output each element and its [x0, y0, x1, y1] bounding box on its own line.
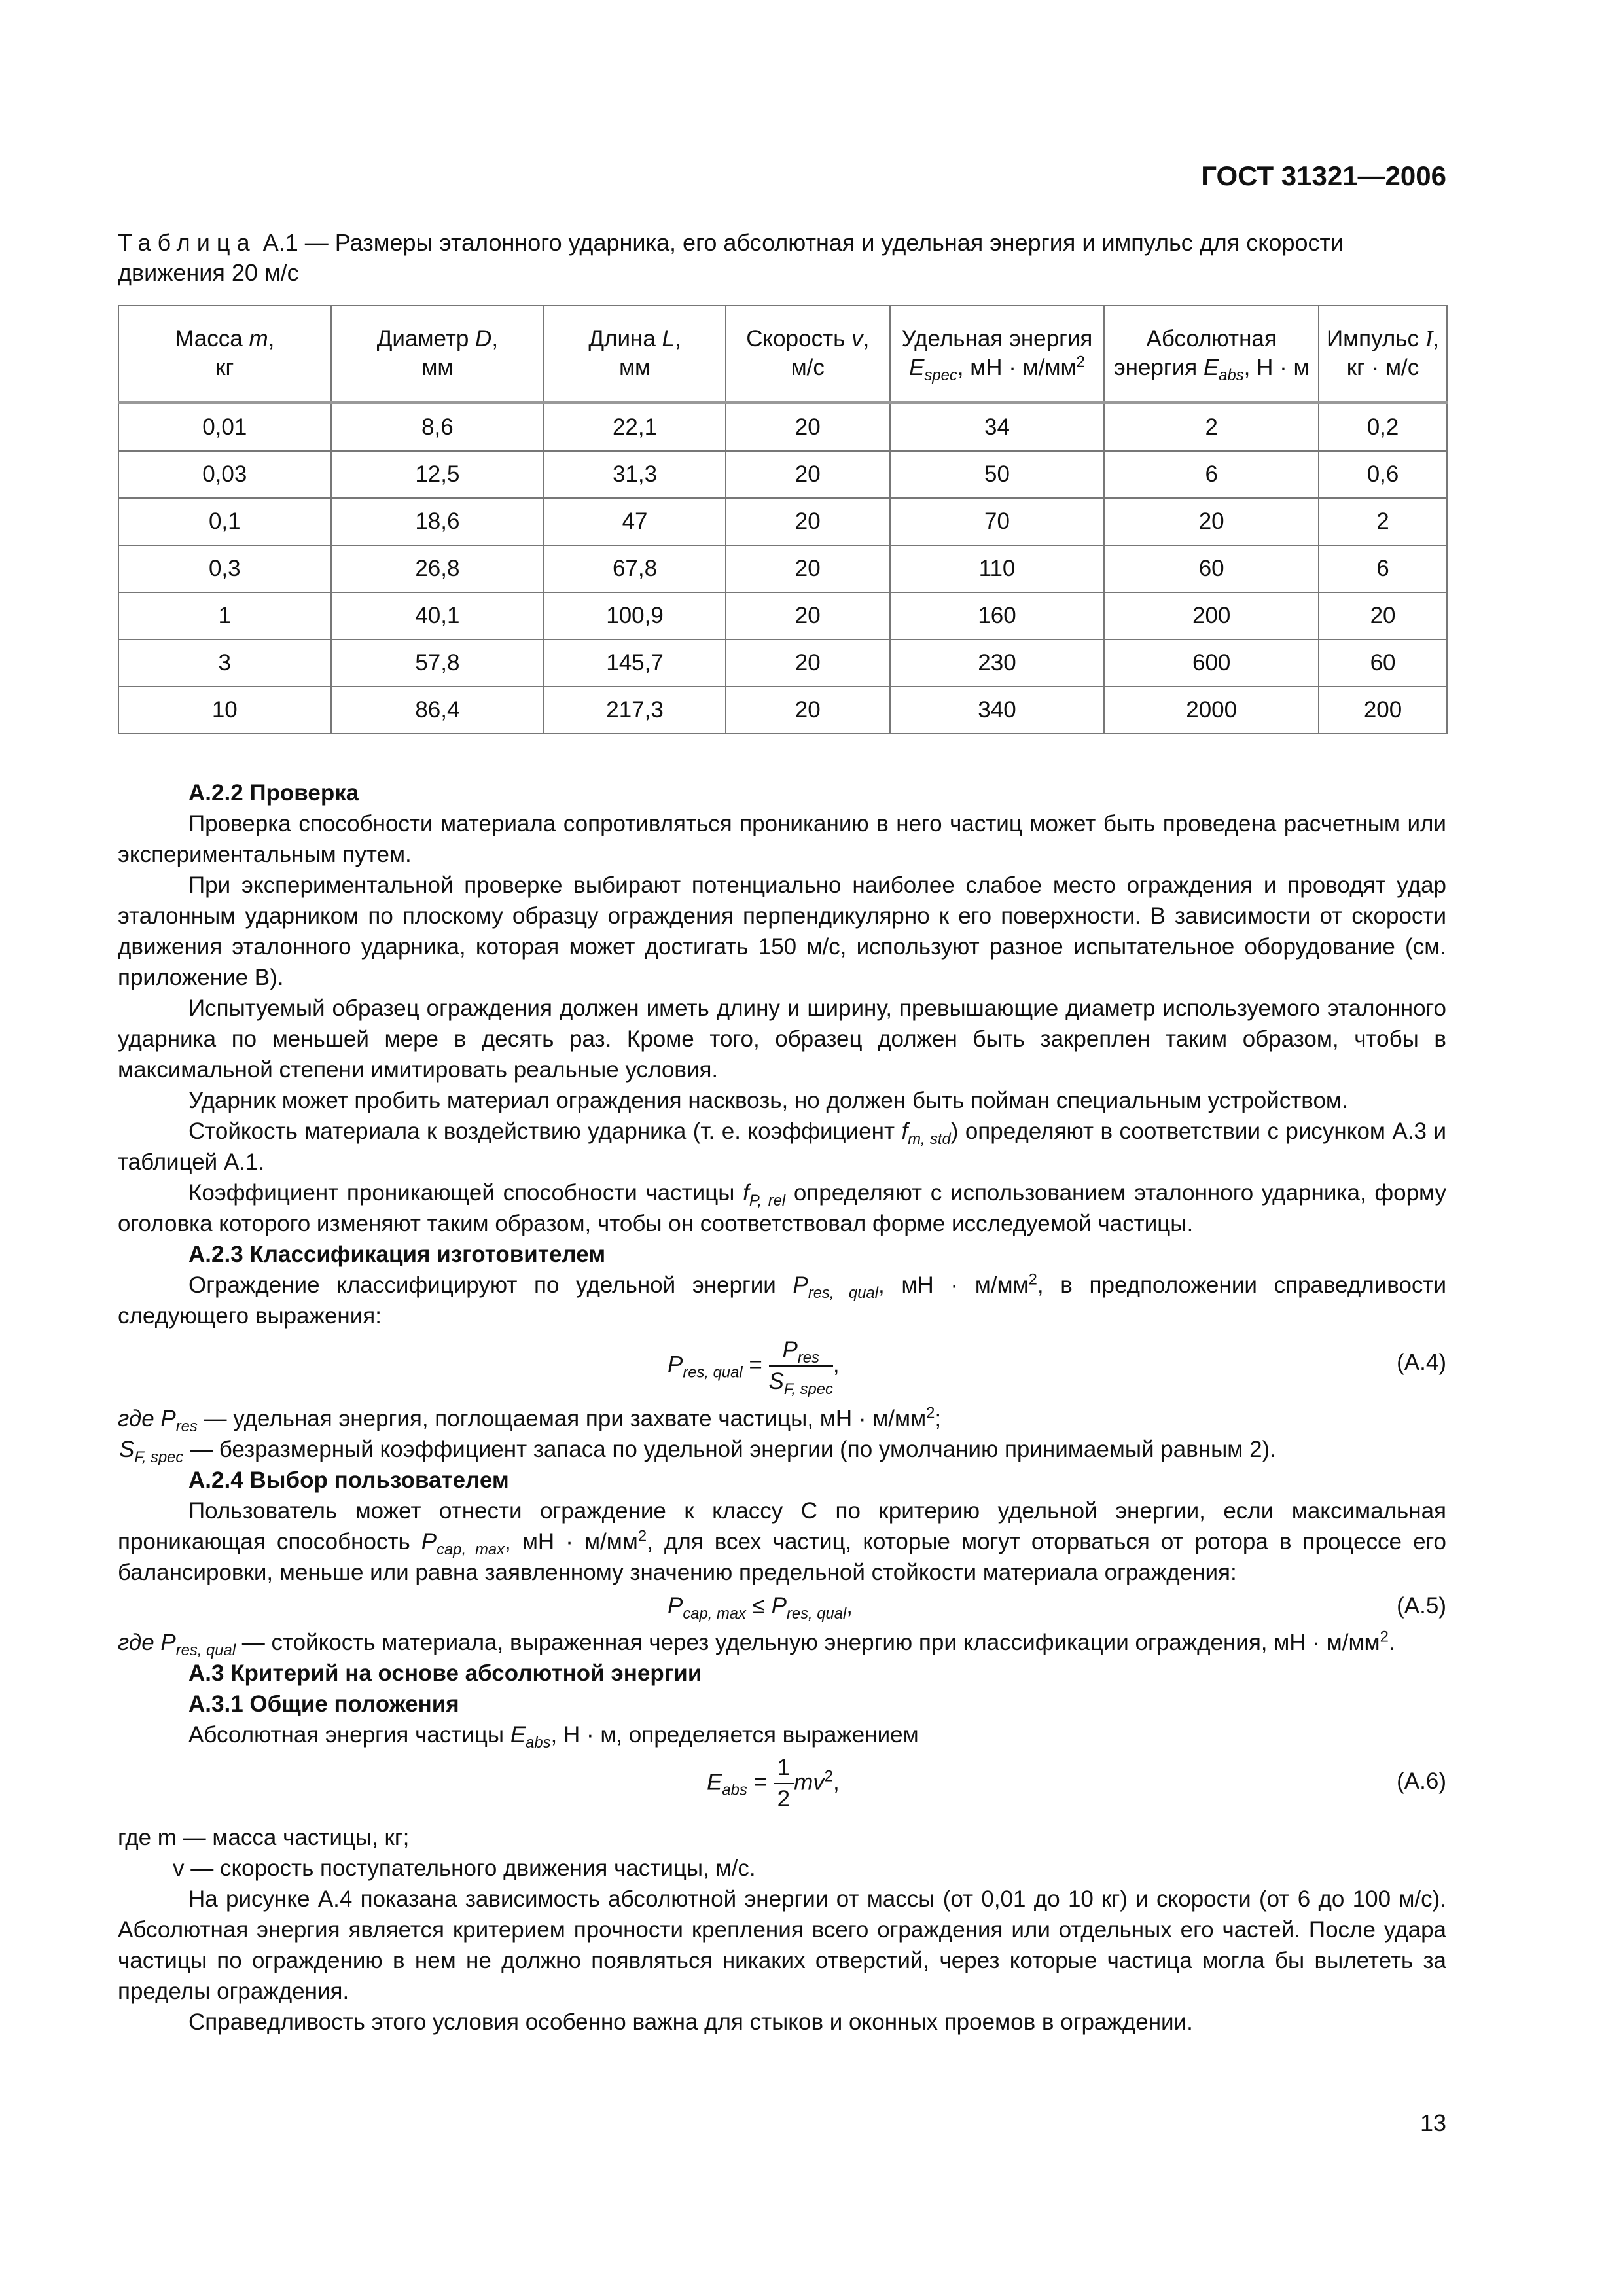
table-cell: 0,03	[118, 451, 331, 498]
paragraph: Пользователь может отнести ограждение к классу С по критерию удельной энергии, если максимальная проникающая способность $P_{cap, max}$, мН · $м/мм^2$, для всех частиц, которые могут оторваться от ротора в процессе его балансировки, меньше или равна заявленному значению предельной стойкости материала ограждения:	[118, 1498, 1446, 1585]
table-cell: 600	[1104, 639, 1319, 687]
table-cell: 10	[118, 687, 331, 734]
table-cell: 0,6	[1319, 451, 1447, 498]
section-heading-a31: А.3.1 Общие положения	[188, 1691, 459, 1717]
paragraph: Проверка способности материала сопротивляться прониканию в него частиц может быть проведена расчетным или экспериментальным путем.	[118, 811, 1446, 867]
table-cell: 47	[544, 498, 726, 545]
section-heading-a22: А.2.2 Проверка	[188, 780, 359, 806]
formula-a6: $E_{abs}$ = $\frac{1}{2}$ $mv^2$, (А.6)	[118, 1750, 1446, 1822]
table-cell: 230	[890, 639, 1105, 687]
table-cell: 20	[726, 592, 890, 639]
table-body	[118, 403, 1447, 734]
section-heading-a3: А.3 Критерий на основе абсолютной энергии	[188, 1660, 702, 1686]
table-caption-text: А.1 — Размеры эталонного ударника, его абсолютная и удельная энергия и импульс для скорости движения 20 м/с	[118, 229, 1344, 286]
table-row	[118, 498, 1447, 545]
table-cell: 57,8	[331, 639, 544, 687]
column-header-impulse: Импульс I, кг · м/с	[1319, 306, 1447, 403]
fraction: $\frac{P_{res}}{S_{F, spec}}$	[769, 1335, 833, 1397]
column-header-length: Длина L, мм	[544, 306, 726, 403]
table-cell: 20	[726, 639, 890, 687]
table-cell: 40,1	[331, 592, 544, 639]
table-cell: 200	[1319, 687, 1447, 734]
table-cell: 20	[726, 687, 890, 734]
paragraph: На рисунке А.4 показана зависимость абсолютной энергии от массы (от 0,01 до 10 кг) и скорости (от 6 до 100 м/с). Абсолютная энергия является критерием прочности крепления всего ограждения или отдельных его частей. После удара частицы по ограждению в нем не должно появляться никаких отверстий, через которые частица могла бы вылететь за пределы ограждения.	[118, 1886, 1446, 2004]
column-header-mass: Масса m, кг	[118, 306, 331, 403]
definition-line: $S_{F, spec}$ — безразмерный коэффициент запаса по удельной энергии (по умолчанию принимаемый равным 2).	[119, 1437, 1276, 1466]
table-row	[118, 545, 1447, 592]
table-cell: 2	[1319, 498, 1447, 545]
table-cell: 60	[1319, 639, 1447, 687]
table-cell: 12,5	[331, 451, 544, 498]
reference-striker-table	[118, 305, 1448, 734]
table-cell: 20	[1104, 498, 1319, 545]
equation-number: (А.4)	[1397, 1350, 1446, 1375]
paragraph: Ограждение классифицируют по удельной энергии $P_{res, qual}$, мН · $м/мм^2$, в предположении справедливости следующего выражения:	[118, 1270, 1446, 1329]
definition-line: где m — масса частицы, кг;	[118, 1825, 410, 1850]
table-cell: 340	[890, 687, 1105, 734]
column-header-absolute-energy: Абсолютная энергия $E_{abs}$, Н · м	[1104, 306, 1319, 403]
paragraph: Ударник может пробить материал ограждения насквозь, но должен быть пойман специальным устройством.	[188, 1088, 1348, 1113]
table-cell: 200	[1104, 592, 1319, 639]
definition-line: где $P_{res}$ — удельная энергия, поглощаемая при захвате частицы, мН · $м/мм^2$;	[118, 1404, 942, 1435]
formula-a5: $P_{cap, max} \le P_{res, qual}$, (А.5)	[118, 1588, 1446, 1627]
table-row	[118, 592, 1447, 639]
document-body	[118, 778, 1446, 2037]
fraction: $\frac{1}{2}$	[774, 1753, 794, 1814]
paragraph: Справедливость этого условия особенно важна для стыков и оконных проемов в ограждении.	[188, 2009, 1193, 2035]
table-row	[118, 639, 1447, 687]
table-cell: 86,4	[331, 687, 544, 734]
table-cell: 0,01	[118, 403, 331, 451]
table-cell: 20	[726, 403, 890, 451]
table-caption-label: Таблица	[118, 229, 257, 256]
section-heading-a24: А.2.4 Выбор пользователем	[188, 1467, 509, 1493]
table-cell: 2000	[1104, 687, 1319, 734]
table-cell: 6	[1319, 545, 1447, 592]
table-cell: 100,9	[544, 592, 726, 639]
column-header-diameter: Диаметр D, мм	[331, 306, 544, 403]
table-cell: 26,8	[331, 545, 544, 592]
table-cell: 34	[890, 403, 1105, 451]
paragraph: Абсолютная энергия частицы $E_{abs}$, Н · м, определяется выражением	[188, 1722, 919, 1751]
column-header-velocity: Скорость v, м/с	[726, 306, 890, 403]
table-cell: 31,3	[544, 451, 726, 498]
table-cell: 3	[118, 639, 331, 687]
table-cell: 6	[1104, 451, 1319, 498]
table-cell: 20	[726, 451, 890, 498]
table-cell: 0,2	[1319, 403, 1447, 451]
equation-number: (А.5)	[1397, 1593, 1446, 1619]
paragraph: При экспериментальной проверке выбирают потенциально наиболее слабое место ограждения и проводят удар эталонным ударником по плоскому образцу ограждения перпендикулярно к его поверхности. В зависимости от скорости движения эталонного ударника, которая может достигать 150 м/с, используют разное испытательное оборудование (см. приложение В).	[118, 872, 1446, 990]
table-row	[118, 687, 1447, 734]
paragraph: Испытуемый образец ограждения должен иметь длину и ширину, превышающие диаметр используемого эталонного ударника по меньшей мере в десять раз. Кроме того, образец должен быть закреплен таким образом, чтобы в максимальной степени имитировать реальные условия.	[118, 996, 1446, 1083]
table-cell: 160	[890, 592, 1105, 639]
table-cell: 67,8	[544, 545, 726, 592]
document-id: ГОСТ 31321—2006	[1201, 160, 1446, 191]
table-cell: 110	[890, 545, 1105, 592]
paragraph: Коэффициент проникающей способности частицы $f_{P, rel}$ определяют с использованием эталонного ударника, форму оголовка которого изменяют таким образом, чтобы он соответствовал форме исследуемой частицы.	[118, 1180, 1447, 1236]
table-cell: 60	[1104, 545, 1319, 592]
equation-number: (А.6)	[1397, 1768, 1446, 1794]
table-cell: 2	[1104, 403, 1319, 451]
page-number: 13	[1419, 2109, 1446, 2136]
table-header-row	[118, 306, 1447, 403]
table-cell: 70	[890, 498, 1105, 545]
table-cell: 1	[118, 592, 331, 639]
table-cell: 0,3	[118, 545, 331, 592]
table-cell: 0,1	[118, 498, 331, 545]
column-header-specific-energy: Удельная энергия $E_{spec}$, мН · $м/мм^2$	[890, 306, 1105, 403]
table-cell: 20	[726, 545, 890, 592]
formula-a4: $P_{res, qual}$ = $\frac{P_{res}}{S_{F, spec}}$ , (А.4)	[118, 1331, 1446, 1403]
definition-line: где $P_{res, qual}$ — стойкость материала, выраженная через удельную энергию при классификации ограждения, мН · $м/мм^2$.	[118, 1628, 1395, 1659]
section-heading-a23: А.2.3 Классификация изготовителем	[188, 1242, 606, 1267]
table-cell: 145,7	[544, 639, 726, 687]
table-cell: 20	[1319, 592, 1447, 639]
paragraph: Стойкость материала к воздействию ударника (т. е. коэффициент $f_{m, std}$) определяют в соответствии с рисунком А.3 и таблицей А.1.	[118, 1119, 1446, 1175]
table-cell: 8,6	[331, 403, 544, 451]
table-row	[118, 451, 1447, 498]
table-cell: 22,1	[544, 403, 726, 451]
table-row	[118, 403, 1447, 451]
table-caption	[118, 228, 1446, 288]
table-cell: 20	[726, 498, 890, 545]
table-cell: 18,6	[331, 498, 544, 545]
definition-line: v — скорость поступательного движения частицы, м/с.	[173, 1856, 756, 1881]
table-cell: 217,3	[544, 687, 726, 734]
table-cell: 50	[890, 451, 1105, 498]
